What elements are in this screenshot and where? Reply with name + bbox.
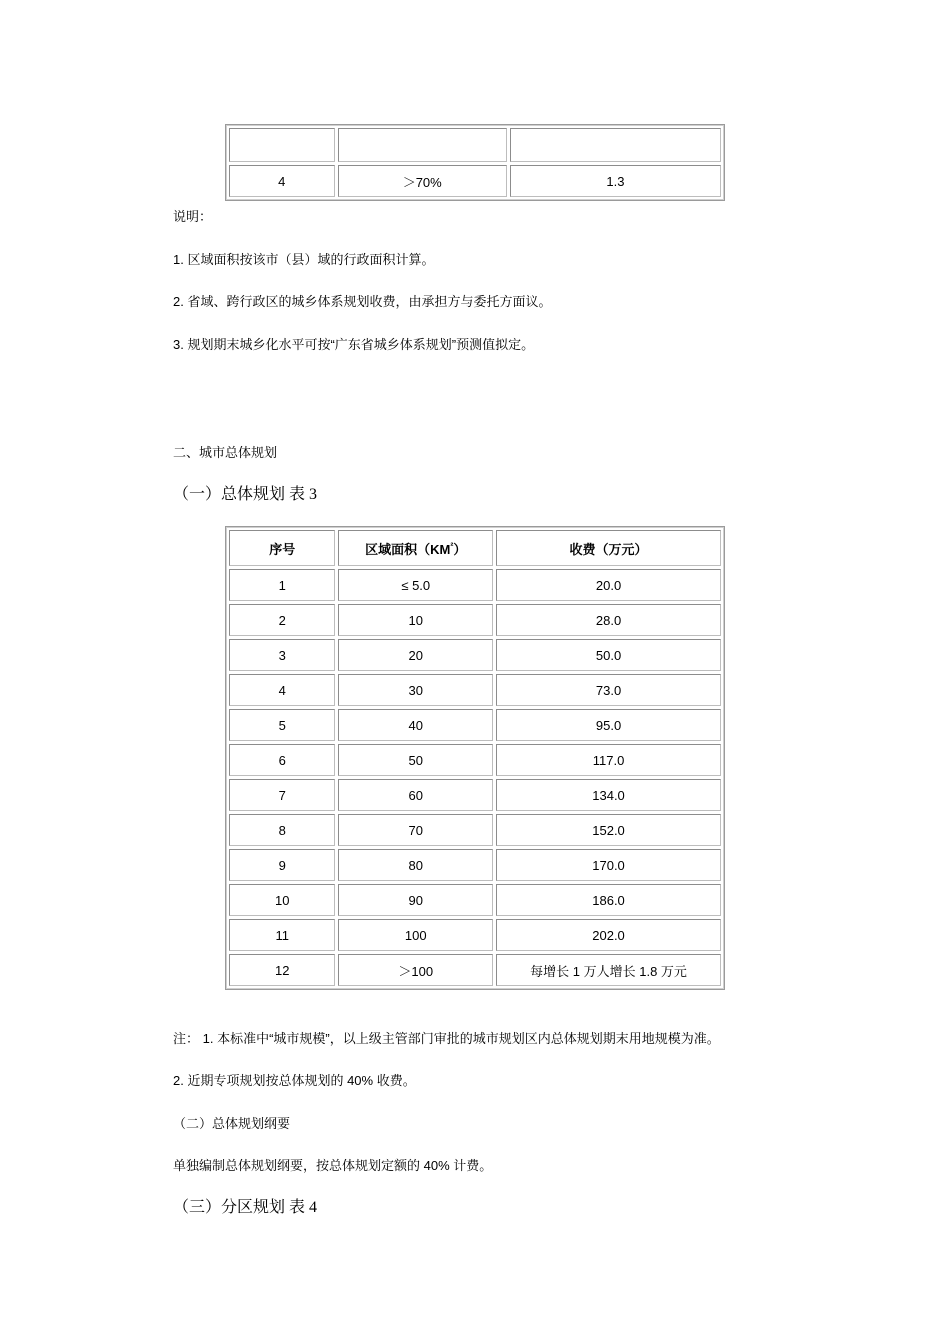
table-cell: 152.0 xyxy=(496,814,721,846)
section-heading: 二、城市总体规划 xyxy=(173,445,278,460)
table-cell: 2 xyxy=(229,604,335,636)
table-cell: ≤ 5.0 xyxy=(338,569,493,601)
table-row xyxy=(229,954,721,986)
table-row xyxy=(229,779,721,811)
table-cell: 4 xyxy=(229,674,335,706)
table-cell: 10 xyxy=(338,604,493,636)
superscript-two: ² xyxy=(450,540,454,551)
table-cell: 202.0 xyxy=(496,919,721,951)
table-cell: 1 xyxy=(229,569,335,601)
table-cell: 1.3 xyxy=(510,165,721,197)
table-cell xyxy=(338,128,507,162)
fee-table-top xyxy=(225,124,725,201)
table-cell: ＞70% xyxy=(338,165,507,197)
table-row xyxy=(229,849,721,881)
table-cell: 8 xyxy=(229,814,335,846)
table-cell: 70 xyxy=(338,814,493,846)
note-line: 注： 1. 本标准中“城市规模”，以上级主管部门审批的城市规划区内总体规划期末用地规模为准。 xyxy=(173,1031,720,1046)
header-area-close: ） xyxy=(453,541,467,557)
note-item: 3. 规划期末城乡化水平可按“广东省城乡体系规划”预测值拟定。 xyxy=(173,337,535,352)
table-row xyxy=(229,814,721,846)
table-row xyxy=(229,639,721,671)
subsection-heading: （一）总体规划 表 3 xyxy=(173,486,318,503)
table-cell: 186.0 xyxy=(496,884,721,916)
note-item: 2. 省域、跨行政区的城乡体系规划收费，由承担方与委托方面议。 xyxy=(173,294,552,309)
subsection-heading: （三）分区规划 表 4 xyxy=(173,1199,318,1216)
header-cell-fee: 收费（万元） xyxy=(496,530,721,566)
table-cell: 95.0 xyxy=(496,709,721,741)
table-cell: 20.0 xyxy=(496,569,721,601)
table-row xyxy=(229,128,721,162)
table-cell: 5 xyxy=(229,709,335,741)
table-cell: 4 xyxy=(229,165,335,197)
note-line: 2. 近期专项规划按总体规划的 40% 收费。 xyxy=(173,1073,416,1088)
table-row xyxy=(229,744,721,776)
paragraph: 单独编制总体规划纲要，按总体规划定额的 40% 计费。 xyxy=(173,1158,493,1173)
fee-table-3 xyxy=(225,526,725,990)
table-row xyxy=(229,709,721,741)
notes-title: 说明： xyxy=(173,209,213,224)
table-row xyxy=(229,604,721,636)
table-cell: 90 xyxy=(338,884,493,916)
table-row xyxy=(229,919,721,951)
subsection-heading: （二）总体规划纲要 xyxy=(173,1116,291,1131)
table-cell: 117.0 xyxy=(496,744,721,776)
table-row xyxy=(229,165,721,197)
table-cell: 60 xyxy=(338,779,493,811)
table-cell: 6 xyxy=(229,744,335,776)
table-row xyxy=(229,569,721,601)
table-cell: 170.0 xyxy=(496,849,721,881)
table-cell: 9 xyxy=(229,849,335,881)
table-cell xyxy=(510,128,721,162)
table-cell: 11 xyxy=(229,919,335,951)
table-cell: 7 xyxy=(229,779,335,811)
table-header-row xyxy=(229,530,721,566)
table-cell: 28.0 xyxy=(496,604,721,636)
table-cell: 100 xyxy=(338,919,493,951)
table-row xyxy=(229,674,721,706)
table-cell: 3 xyxy=(229,639,335,671)
table-row xyxy=(229,884,721,916)
table-cell: 134.0 xyxy=(496,779,721,811)
table-cell: 20 xyxy=(338,639,493,671)
table-cell: 50.0 xyxy=(496,639,721,671)
table-cell: 10 xyxy=(229,884,335,916)
table-cell: 40 xyxy=(338,709,493,741)
header-cell-area xyxy=(338,530,493,566)
table-cell xyxy=(229,128,335,162)
table-cell: ＞100 xyxy=(338,954,493,986)
table-cell: 73.0 xyxy=(496,674,721,706)
table-cell: 12 xyxy=(229,954,335,986)
table-cell: 每增长 1 万人增长 1.8 万元 xyxy=(496,954,721,986)
header-area-text: 区域面积（KM xyxy=(365,541,451,557)
table-cell: 50 xyxy=(338,744,493,776)
table-cell: 80 xyxy=(338,849,493,881)
header-cell-index: 序号 xyxy=(229,530,335,566)
note-item: 1. 区域面积按该市（县）域的行政面积计算。 xyxy=(173,252,435,267)
table-cell: 30 xyxy=(338,674,493,706)
